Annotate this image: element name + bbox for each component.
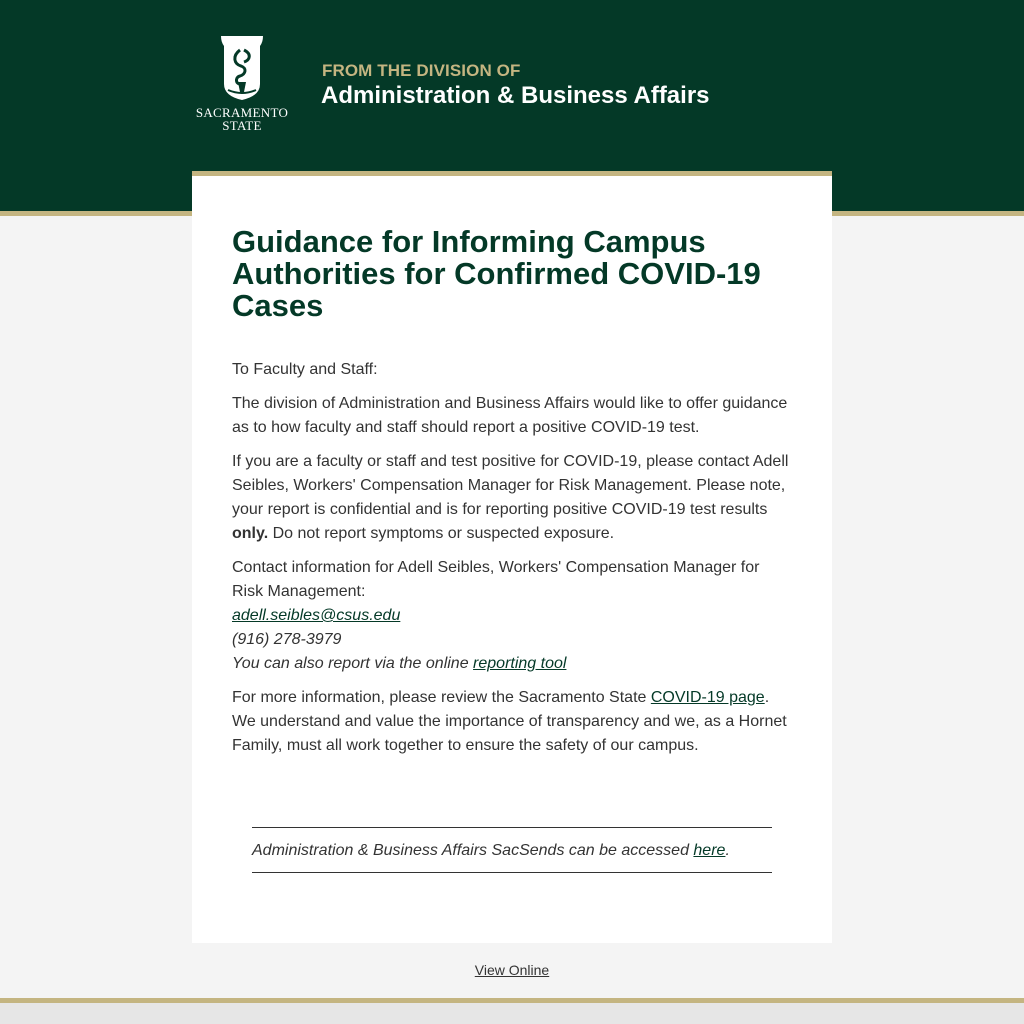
logo-line-2: STATE [222,118,262,133]
covid-page-link[interactable]: COVID-19 page [650,689,765,706]
view-online-row [0,962,1024,978]
sacsends-note-tail: . [725,842,730,859]
torch-icon [194,36,290,104]
bottom-band [0,998,1024,1024]
logo-wordmark [194,106,290,132]
sacsends-here-link[interactable]: here [693,842,726,859]
greeting: To Faculty and Staff: [232,361,378,378]
sacramento-state-logo[interactable] [194,36,290,136]
article-headline: Guidance for Informing Campus Authorities for Confirmed COVID-19 Cases [232,224,761,323]
sacsends-note-text: Administration & Business Affairs SacSends can be accessed [252,842,694,859]
reporting-tool-link[interactable]: reporting tool [473,655,567,672]
paragraph-more-info [232,686,794,758]
division-title: Administration & Business Affairs [321,82,710,109]
emphasis-only: only. [232,525,269,542]
paragraph-reporting-tail: Do not report symptoms or suspected exposure. [268,525,615,542]
paragraph-intro: The division of Administration and Business Affairs would like to offer guidance as to how faculty and staff should report a positive COVID-19 test. [232,395,788,436]
view-online-link[interactable]: View Online [474,962,550,978]
logo-line-1: SACRAMENTO [195,105,289,120]
content-card [192,171,832,943]
contact-block [232,556,794,676]
paragraph-reporting-text: If you are a faculty or staff and test positive for COVID-19, please contact Adell Seibles, Workers' Compensation Manager for Risk Management. Please note, your report is confidential and is for reporting positive COVID-19 test results [232,453,789,518]
contact-online [232,655,566,672]
paragraph-more-info-tail: . We understand and value the importance of transparency and we, as a Hornet Family, must all work together to ensure the safety of our campus. [232,689,787,754]
sacsends-note [252,827,772,873]
paragraph-reporting [232,450,794,546]
article-body [232,226,794,768]
contact-online-text: You can also report via the online [232,655,474,672]
header-kicker: FROM THE DIVISION OF [322,61,521,80]
contact-phone: (916) 278-3979 [232,631,342,648]
paragraph-more-info-text: For more information, please review the Sacramento State [232,689,651,706]
contact-email-link[interactable]: adell.seibles@csus.edu [232,607,401,624]
contact-intro: Contact information for Adell Seibles, Workers' Compensation Manager for Risk Management: [232,559,760,600]
